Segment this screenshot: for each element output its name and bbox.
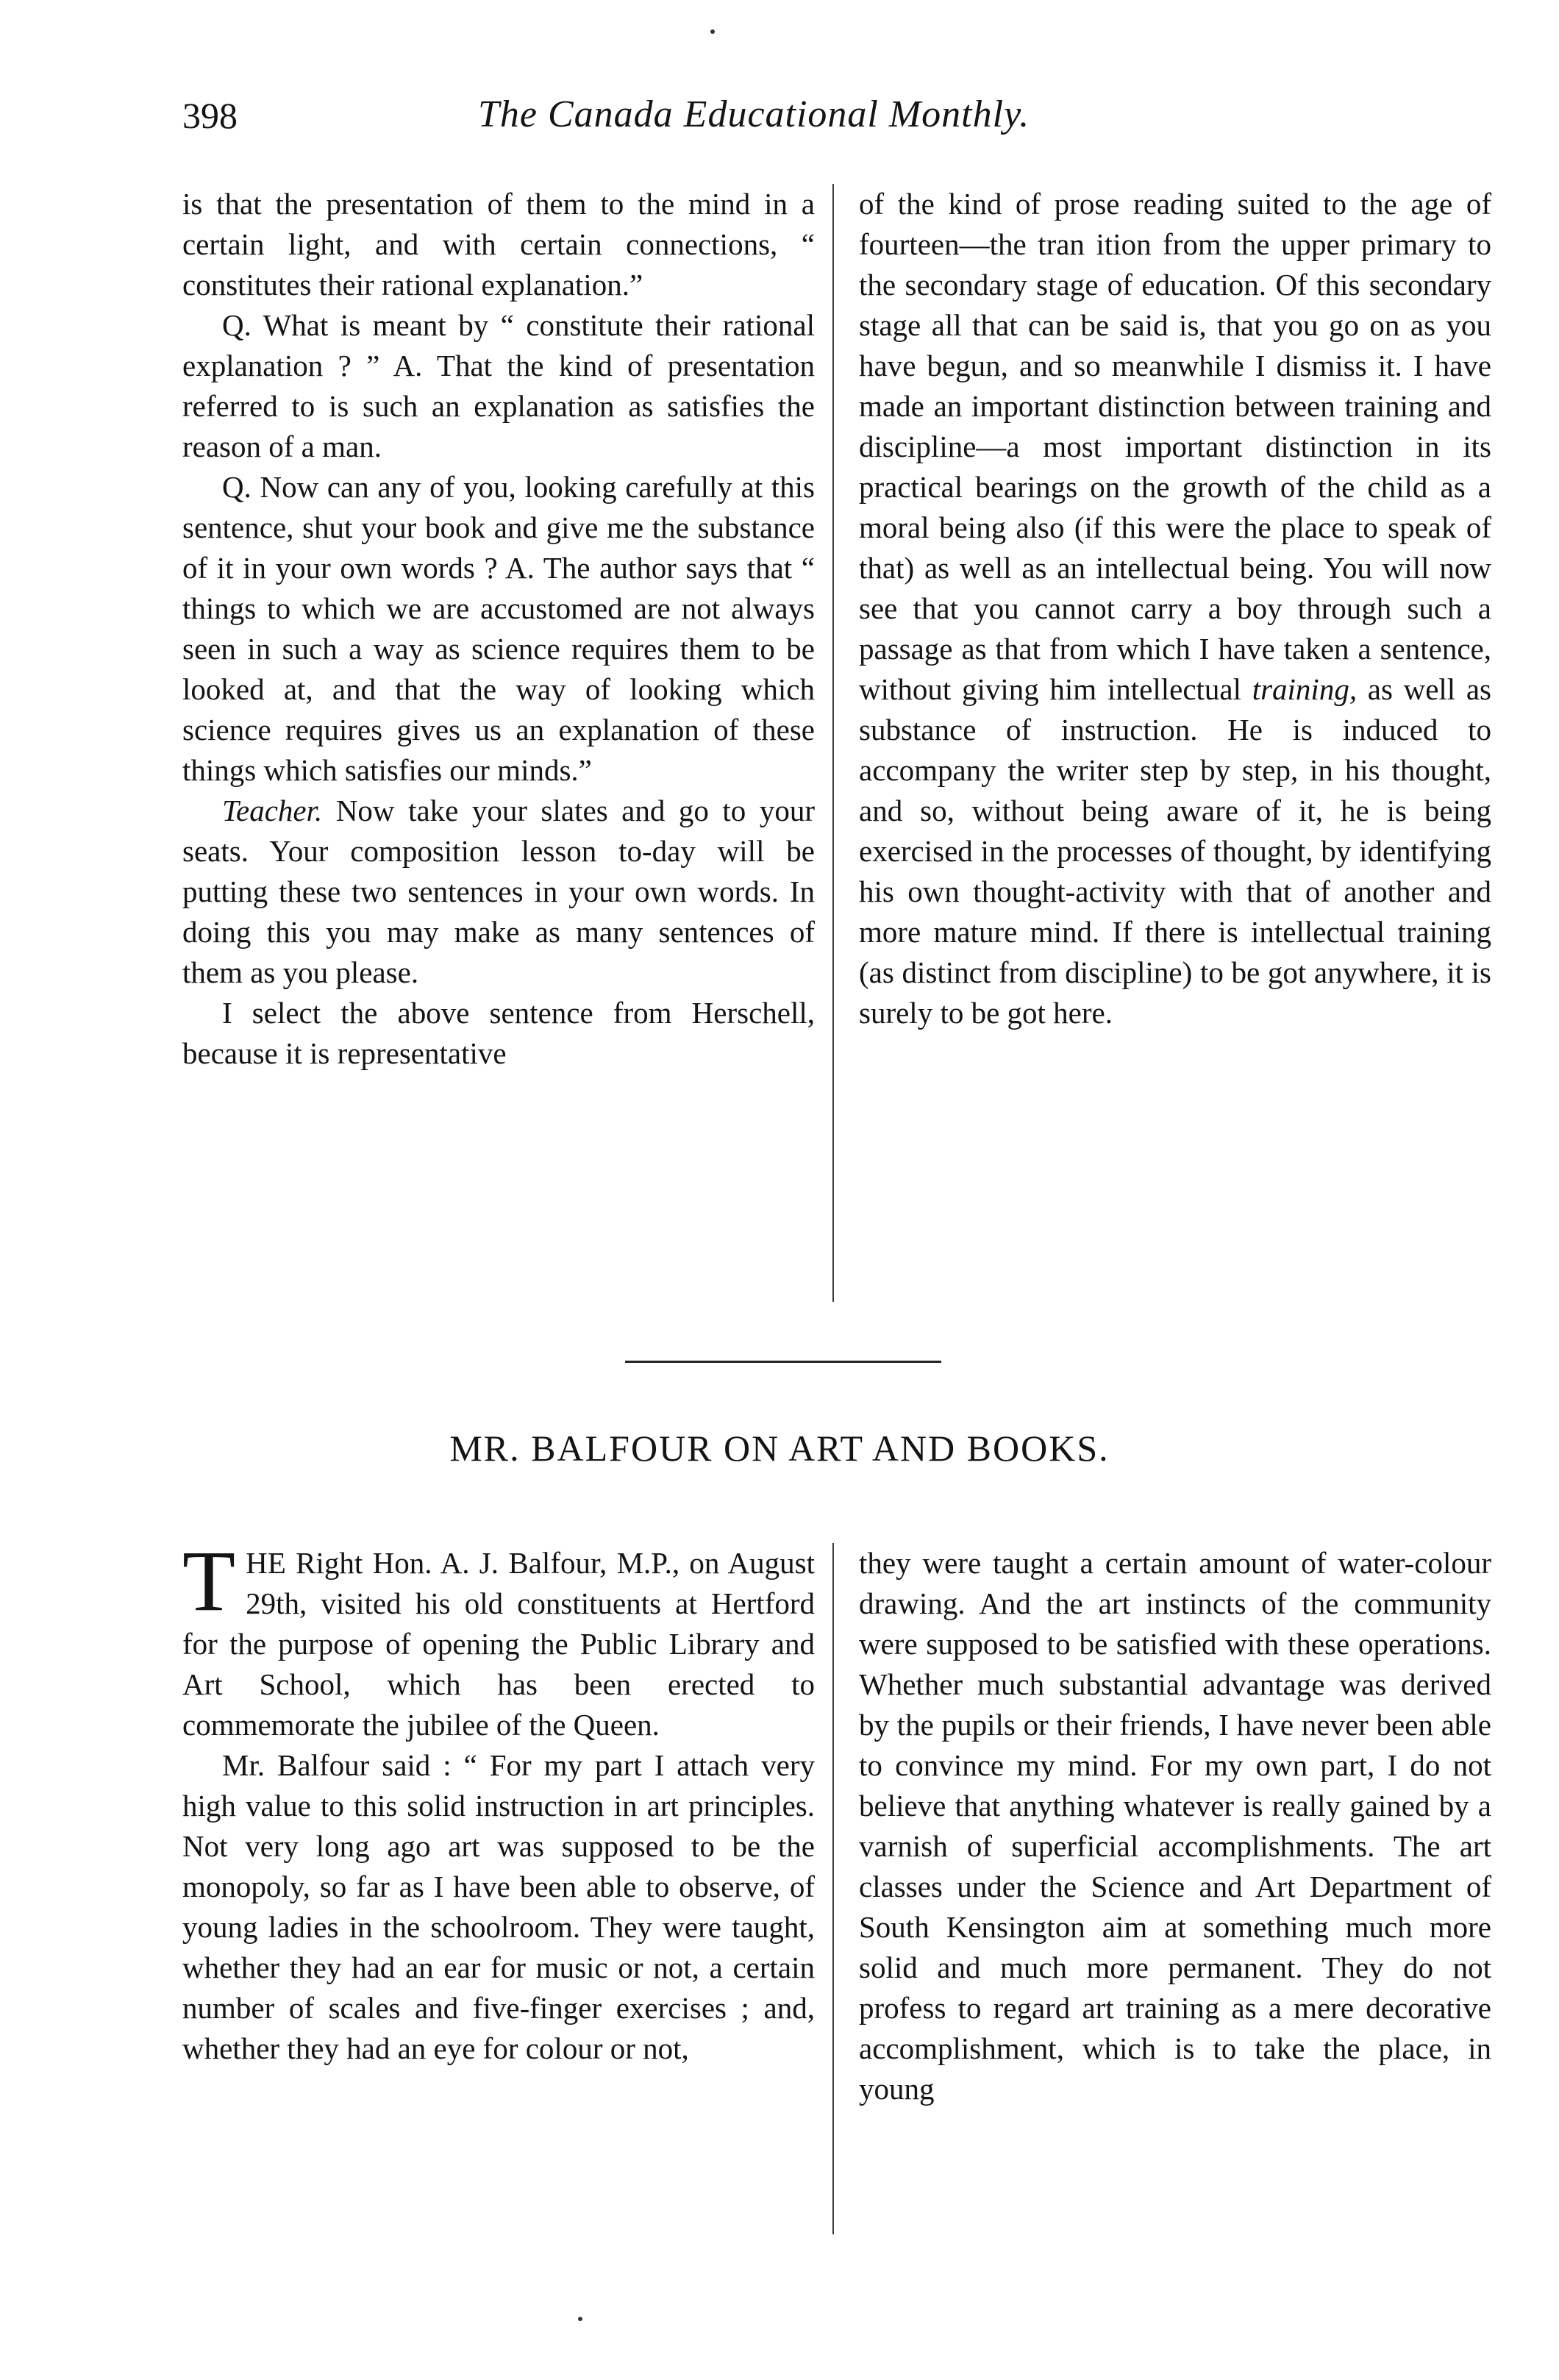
page-number: 398 — [182, 95, 238, 136]
article-title: MR. BALFOUR ON ART AND BOOKS. — [449, 1428, 1110, 1469]
paragraph: is that the presentation of them to the mind in a certain light, and with certain connections, “ constitutes their rational explanation.” — [182, 187, 815, 302]
paragraph-text: HE Right Hon. A. J. Balfour, M.P., on August 29th, visited his old constituents at Hertford for the purpose of opening the Public Library and Art School, which has been erected to commemorate the jubilee of the Queen. — [182, 1546, 815, 1742]
print-speck — [578, 2317, 582, 2321]
paragraph-text: of the kind of prose reading suited to the age of fourteen—the tran ition from the upper primary to the secondary stage of education. Of this secondary stage all that can be said is, that you go on as you have begun, and so meanwhile I dismiss it. I have made an important distinction between training and discipline—a most important distinction in its practical bearings on the growth of the child as a moral being also (if this were the place to speak of that) as well as an intellectual being. You will now see that you cannot carry a boy through such a passage as that from which I have taken a sentence, without giving him intellectual — [859, 187, 1491, 706]
article-right-column — [859, 1543, 1491, 2109]
paragraph: I select the above sentence from Herschell, because it is representative — [182, 996, 815, 1070]
column-divider-bottom — [832, 1543, 834, 2234]
paragraph: Mr. Balfour said : “ For my part I attach very high value to this solid instruction in art principles. Not very long ago art was supposed to be the monopoly, so far as I have been able to observe, of young ladies in the schoolroom. They were taught, whether they had an ear for music or not, a certain number of scales and five-finger exercises ; and, whether they had an eye for colour or not, — [182, 1748, 815, 2065]
top-left-column — [182, 184, 815, 1074]
article-left-column — [182, 1533, 815, 2069]
running-title: The Canada Educational Monthly. — [478, 93, 1030, 135]
paragraph-text: as well as substance of instruction. He is induced to accompany the writer step by step, in his thought, and so, without being aware of it, he is being exercised in the processes of thought, by identifying his own thought-activity with that of another and more mature mind. If there is intellectual training (as distinct from discipline) to be got anywhere, it is surely to be got here. — [859, 672, 1491, 1030]
drop-cap: T — [182, 1533, 236, 1629]
paragraph — [182, 1533, 815, 1745]
paragraph: they were taught a certain amount of water-colour drawing. And the art instincts of the community were supposed to be satisfied with these operations. Whether much substantial advantage was derived by the pupils or their friends, I have never been able to convince my mind. For my own part, I do not believe that anything whatever is really gained by a varnish of superficial accomplishments. The art classes under the Science and Art Department of South Kensington aim at something much more solid and much more permanent. They do not profess to regard art training as a mere decorative accomplishment, which is to take the place, in young — [859, 1546, 1491, 2106]
print-speck — [710, 29, 715, 34]
paragraph: Q. Now can any of you, looking carefully at this sentence, shut your book and give me the substance of it in your own words ? A. The author says that “ things to which we are accustomed are not always seen in such a way as science requires them to be looked at, and that the way of looking which science requires gives us an explanation of these things which satisfies our minds.” — [182, 470, 815, 787]
paragraph — [859, 184, 1491, 1033]
paragraph-text: Now take your slates and go to your seats. Your composition lesson to-day will be putting these two sentences in your own words. In doing this you may make as many sentences of them as you please. — [182, 794, 815, 989]
top-right-column — [859, 184, 1491, 1033]
column-divider-top — [832, 184, 834, 1302]
section-divider — [625, 1361, 941, 1363]
paragraph: Q. What is meant by “ constitute their rational explanation ? ” A. That the kind of presentation referred to is such an explanation as satisfies the reason of a man. — [182, 308, 815, 463]
paragraph — [182, 791, 815, 993]
speaker-label: Teacher. — [222, 794, 323, 827]
emphasis-text: training, — [1252, 672, 1358, 706]
